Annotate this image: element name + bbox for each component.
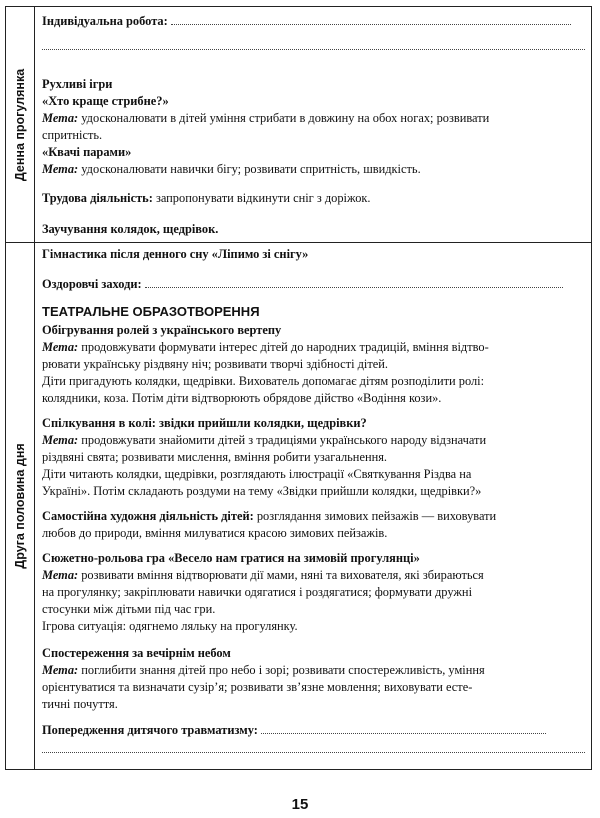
side-label-day-walk-text: Денна прогулянка: [13, 68, 27, 181]
individual-work-line: [42, 13, 585, 30]
art-text1: розглядання зимових пейзажів — виховувати: [253, 509, 497, 523]
obs-goal-line1: [42, 662, 585, 679]
role-line3: стосунки між дітьми під час гри.: [42, 602, 216, 616]
circle-line4: Україні». Потім складають роздуми на тему «Звідки прийшли колядки, щедрівки?»: [42, 484, 482, 498]
plan-table: [5, 6, 592, 770]
goal-label: Мета:: [42, 162, 79, 176]
role-goal-line1: [42, 567, 585, 584]
games-title: Рухливі ігри: [42, 77, 113, 91]
labor-text: запропонувати відкинути сніг з доріжок.: [152, 191, 371, 205]
theatre-goal-text1: продовжувати формувати інтерес дітей до народних традицій, вміння відтво-: [78, 340, 489, 354]
obs-line2: орієнтуватися та визначати сузір’я; розвивати зв’язне мовлення; виховувати есте-: [42, 680, 473, 694]
goal-label: Мета:: [42, 433, 79, 447]
goal-label: Мета:: [42, 663, 79, 677]
individual-work-label: Індивідуальна робота:: [42, 14, 168, 28]
gym-line: Гімнастика після денного сну «Ліпимо зі снігу»: [42, 247, 309, 261]
labor-label: Трудова діяльність:: [42, 191, 153, 205]
page-number: 15: [291, 796, 309, 813]
obs-goal-text1: поглибити знання дітей про небо і зорі; розвивати спостережливість, уміння: [78, 663, 485, 677]
dotted-line: [145, 277, 563, 288]
injury-label: Попередження дитячого травматизму:: [42, 723, 258, 737]
theatre-goal-line1: [42, 339, 585, 356]
afternoon-content: [42, 242, 585, 769]
circle-line2: різдвяні свята; розвивати мислення, вміння робити узагальнення.: [42, 450, 388, 464]
row-afternoon: [6, 242, 591, 769]
row-day-walk: [6, 7, 591, 243]
theatre-line3: Діти пригадують колядки, щедрівки. Вихователь допомагає дітям розподілити ролі:: [42, 374, 485, 388]
game2-goal-text: удосконалювати навички бігу; розвивати спритність, швидкість.: [78, 162, 421, 176]
game1-goal-text1: удосконалювати в дітей уміння стрибати в довжину на обох ногах; розвивати: [78, 111, 490, 125]
game1-goal-line1: [42, 110, 585, 127]
role-line2: на прогулянку; закріплювати навички одягатися і роздягатися; формувати дружні: [42, 585, 473, 599]
theatre-goal-line2: рювати українську різдвяну ніч; розвивати творчі здібності дітей.: [42, 357, 389, 371]
game1-title: «Хто краще стрибне?»: [42, 94, 169, 108]
obs-line3: тичні почуття.: [42, 697, 118, 711]
theatre-line4: колядники, коза. Потім діти відтворюють обрядове дійство «Водіння кози».: [42, 391, 442, 405]
art-label: Самостійна художня діяльність дітей:: [42, 509, 254, 523]
side-label-afternoon: [6, 242, 35, 769]
circle-line3: Діти читають колядки, щедрівки, розглядають ілюстрації «Святкування Різдва на: [42, 467, 472, 481]
theatre-subtitle: Обігрування ролей з українського вертепу: [42, 323, 282, 337]
role-title: Сюжетно-рольова гра «Весело нам гратися на зимовій прогулянці»: [42, 551, 420, 565]
role-line4: Ігрова ситуація: одягнемо ляльку на прогулянку.: [42, 619, 298, 633]
labor-line: [42, 190, 585, 207]
injury-line: [42, 722, 585, 739]
game2-title: «Квачі парами»: [42, 145, 132, 159]
dotted-line: [261, 723, 546, 734]
art-line1: [42, 508, 585, 525]
day-walk-content: [42, 7, 585, 242]
game1-goal-line2: спритність.: [42, 128, 103, 142]
theatre-title: ТЕАТРАЛЬНЕ ОБРАЗОТВОРЕННЯ: [42, 304, 260, 319]
side-label-day-walk: [6, 7, 35, 242]
health-line: [42, 276, 585, 293]
carols-line: Заучування колядок, щедрівок.: [42, 222, 219, 236]
goal-label: Мета:: [42, 111, 79, 125]
dotted-line: [171, 14, 571, 25]
role-goal-text1: розвивати вміння відтворювати дії мами, няні та вихователя, які збираються: [78, 568, 484, 582]
game2-goal: [42, 161, 585, 178]
circle-goal-text1: продовжувати знайомити дітей з традиціями українського народу відзначати: [78, 433, 487, 447]
goal-label: Мета:: [42, 340, 79, 354]
dotted-line: [42, 49, 585, 50]
art-line2: любов до природи, вміння милуватися красою зимових пейзажів.: [42, 526, 388, 540]
circle-goal-line1: [42, 432, 585, 449]
side-label-afternoon-text: Друга половина дня: [13, 442, 27, 569]
dotted-line: [42, 752, 585, 753]
goal-label: Мета:: [42, 568, 79, 582]
obs-title: Спостереження за вечірнім небом: [42, 646, 231, 660]
circle-title: Спілкування в колі: звідки прийшли колядки, щедрівки?: [42, 416, 367, 430]
health-label: Оздоровчі заходи:: [42, 277, 142, 291]
